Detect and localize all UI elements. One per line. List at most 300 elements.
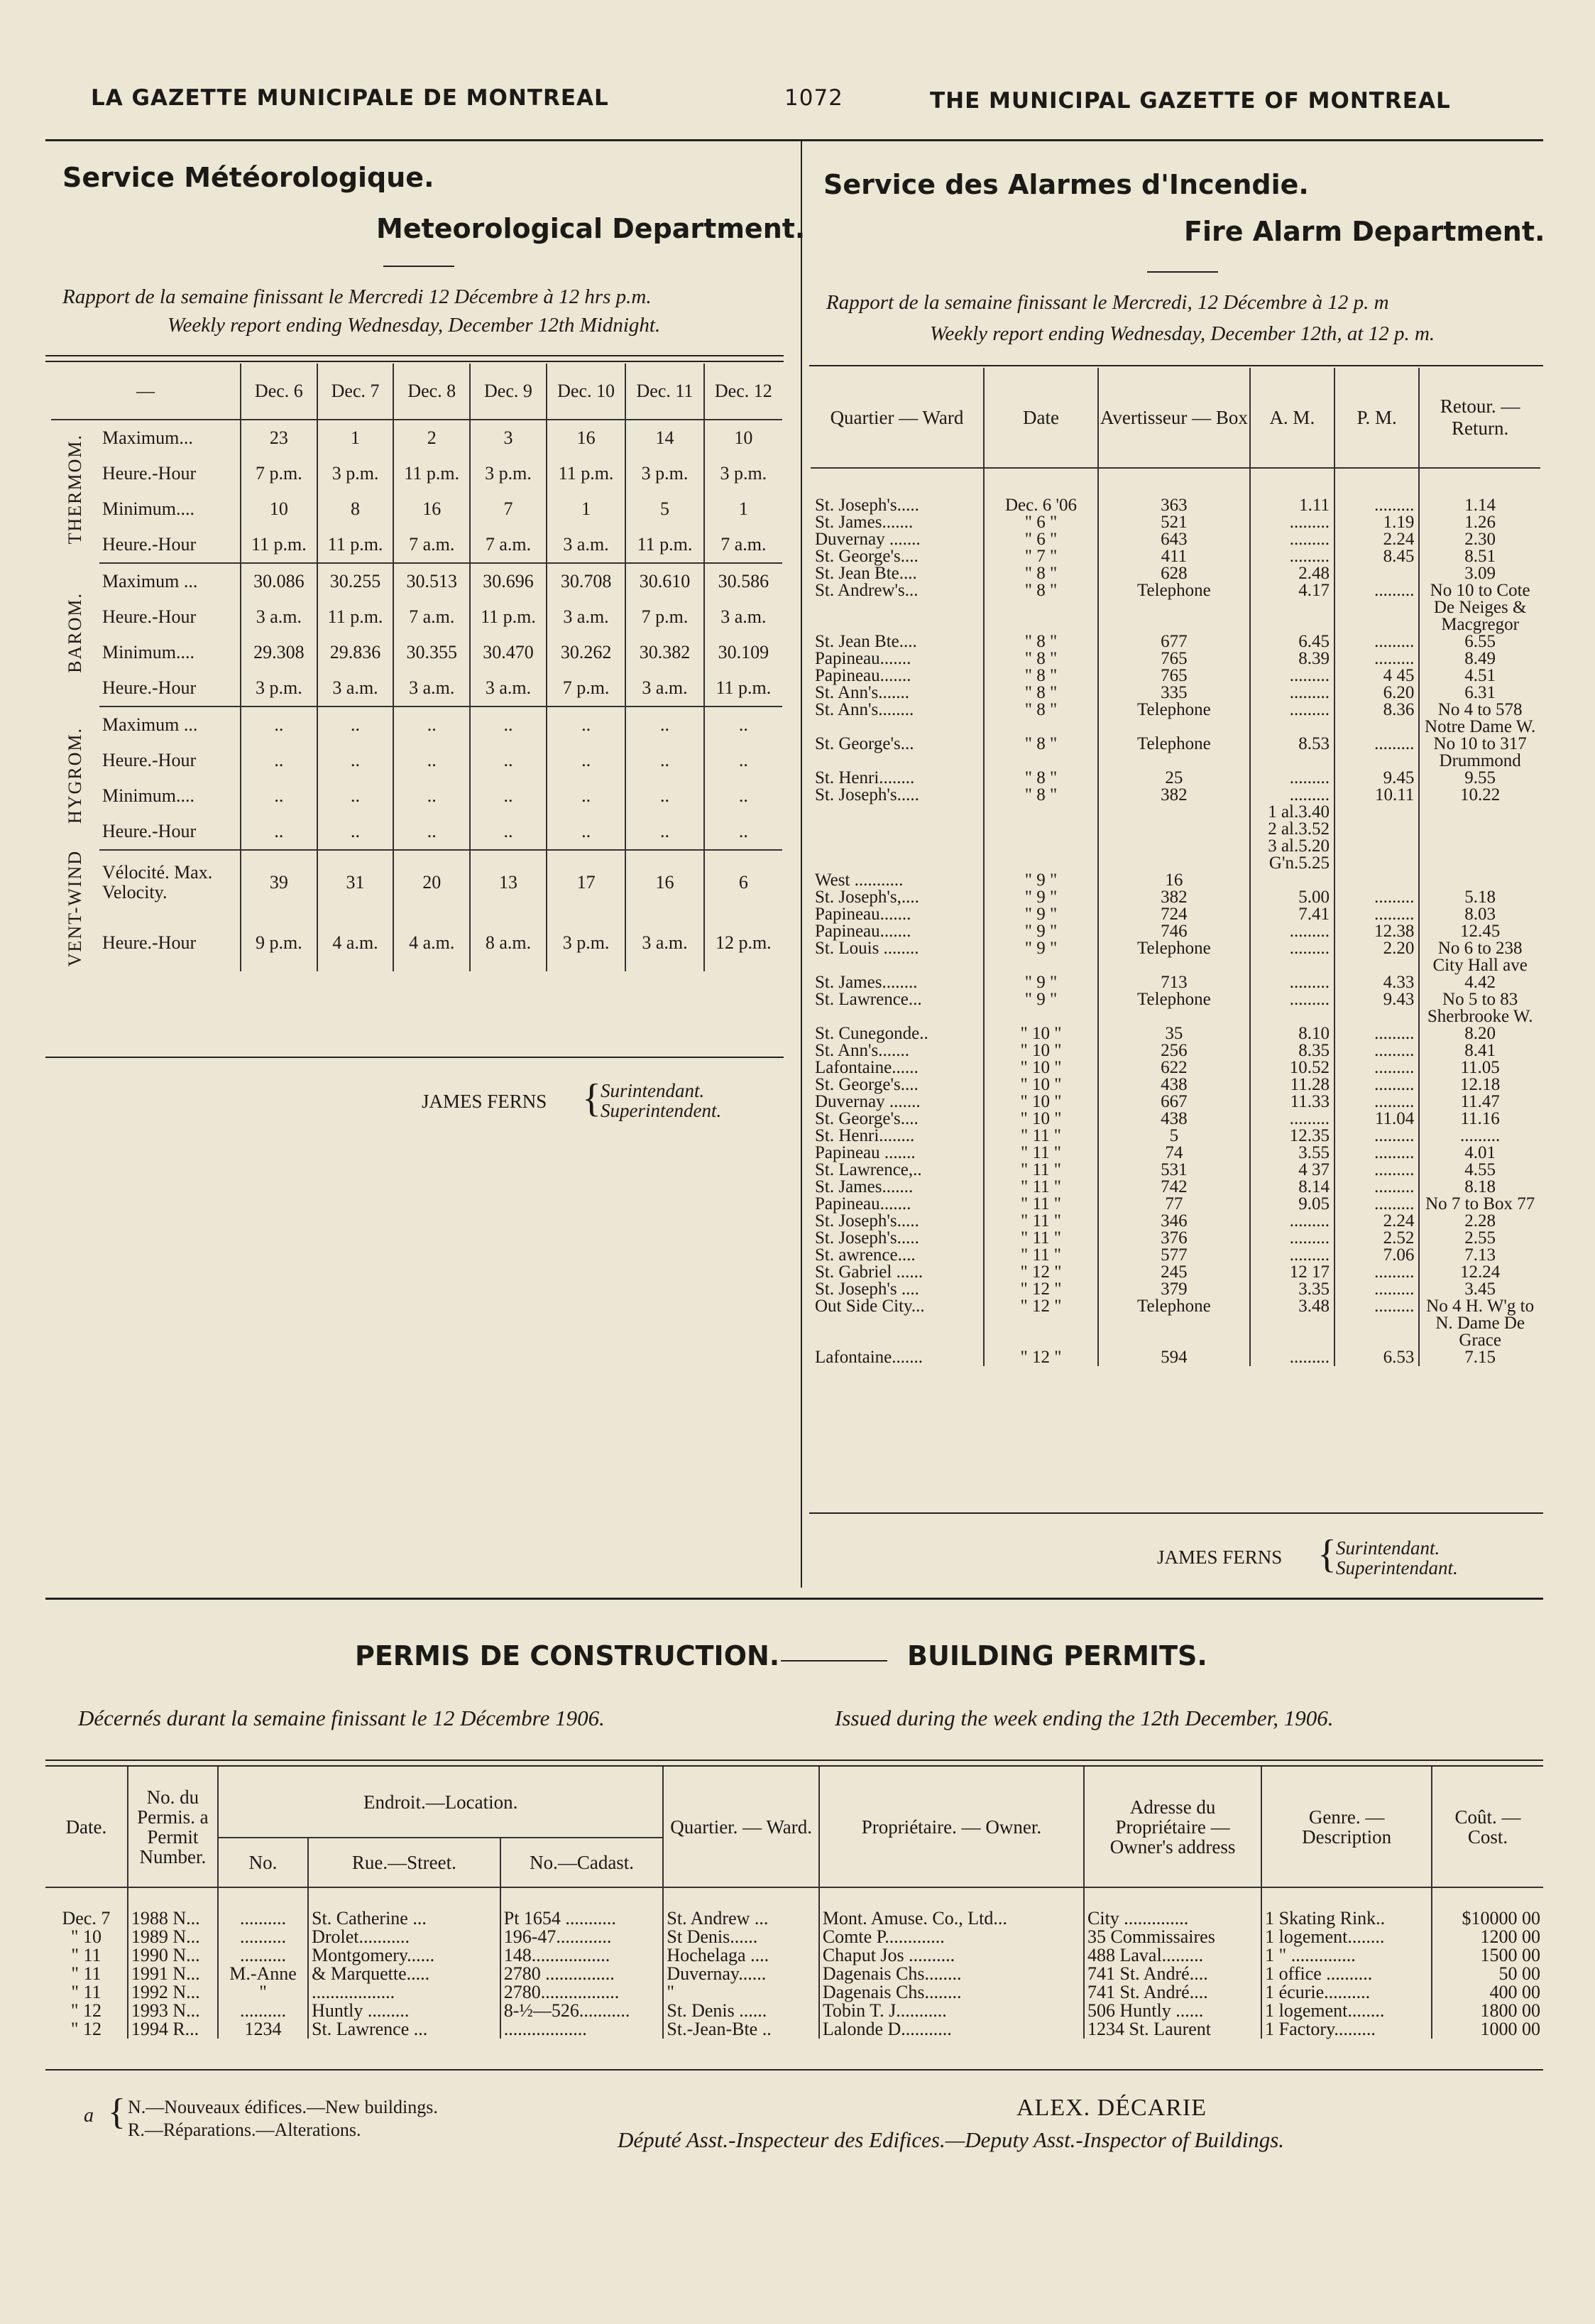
- fire-cell: Telephone: [1098, 582, 1250, 633]
- met-cell: 11 p.m.: [625, 527, 703, 563]
- permit-cell: Dec. 7: [62, 1908, 111, 1929]
- met-cell: ..: [317, 743, 394, 778]
- fire-row: [811, 770, 1540, 787]
- fire-cell: No 7 to Box 77: [1419, 1196, 1540, 1213]
- met-cell: ..: [625, 778, 703, 814]
- fire-cell: Telephone: [1098, 736, 1250, 770]
- fire-cell: .........: [1334, 633, 1419, 650]
- fire-cell: 11.28: [1250, 1076, 1334, 1093]
- permit-cell: Hochelaga ....: [663, 1946, 818, 1965]
- permit-cell: " 12: [70, 2019, 102, 2039]
- met-cell: ..: [470, 778, 547, 814]
- fire-signature-titles: [1336, 1538, 1458, 1578]
- met-cell: 1: [547, 491, 626, 527]
- fire-cell: 10.11: [1334, 787, 1419, 804]
- fire-cell: 11.05: [1419, 1059, 1540, 1076]
- met-cell: 3 p.m.: [625, 456, 703, 491]
- met-row-label: Heure.-Hour: [102, 750, 197, 770]
- fire-cell: " 12 ": [984, 1264, 1098, 1281]
- fire-cell: St. George's....: [815, 1109, 919, 1128]
- fire-cell: .........: [1250, 1230, 1334, 1247]
- fire-cell: 7.06: [1334, 1247, 1419, 1264]
- fire-cell: " 11 ": [984, 1162, 1098, 1179]
- met-cell: 9 p.m.: [241, 915, 317, 971]
- fire-table: [811, 368, 1540, 1366]
- permit-cell: 1 Factory.........: [1261, 2020, 1432, 2039]
- fire-cell: " 6 ": [984, 514, 1098, 531]
- permit-cell: 1988 N...: [128, 1887, 218, 1928]
- fire-cell: St. George's....: [815, 1075, 919, 1094]
- met-day-header: Dec. 12: [704, 364, 782, 420]
- permit-cell: 1993 N...: [128, 2002, 218, 2020]
- met-bottom-rule: [45, 1057, 784, 1058]
- met-cell: 8: [317, 491, 394, 527]
- fire-row: [811, 1298, 1540, 1349]
- met-cell: 3: [470, 420, 547, 456]
- fire-cell: St. Henri........: [815, 768, 915, 787]
- fire-cell: 4.33: [1334, 974, 1419, 991]
- permits-col-street: Rue.—Street.: [308, 1838, 500, 1887]
- permits-col-date: Date.: [45, 1767, 128, 1887]
- met-cell: ..: [625, 814, 703, 850]
- fire-cell: 1 al.3.40 2 al.3.52 3 al.5.20 G'n.5.25: [1250, 804, 1334, 872]
- met-cell: 3 a.m.: [625, 670, 703, 707]
- fire-cell: [1250, 872, 1334, 889]
- fire-row: [811, 667, 1540, 684]
- fire-cell: 11.33: [1250, 1093, 1334, 1111]
- fire-row: [811, 889, 1540, 906]
- fire-col-box: Avertisseur — Box: [1098, 368, 1250, 468]
- fire-cell: 411: [1098, 548, 1250, 565]
- fire-cell: No 5 to 83 Sherbrooke W.: [1419, 991, 1540, 1025]
- met-cell: 11 p.m.: [317, 599, 394, 635]
- met-row-label: Heure.-Hour: [99, 670, 241, 707]
- permit-cell: ": [218, 1983, 308, 2002]
- fire-cell: " 8 ": [984, 582, 1098, 633]
- permit-cell: 488 Laval.........: [1084, 1946, 1261, 1965]
- fire-cell: .........: [1250, 923, 1334, 940]
- page-number: 1072: [784, 85, 843, 111]
- met-cell: 3 a.m.: [393, 670, 470, 707]
- met-cell: 3 p.m.: [317, 456, 394, 491]
- fire-cell: Dec. 6 '06: [984, 468, 1098, 514]
- fire-cell: 8.39: [1250, 650, 1334, 667]
- permit-cell: 2780.................: [500, 1983, 664, 2002]
- met-row: [51, 743, 782, 778]
- permits-bottom-rule: [45, 2069, 1543, 2071]
- met-day-header: Dec. 10: [547, 364, 626, 420]
- fire-cell: 8.10: [1250, 1025, 1334, 1042]
- fire-cell: [811, 804, 984, 872]
- fire-cell: " 8 ": [984, 787, 1098, 804]
- fire-cell: [984, 804, 1098, 872]
- fire-short-rule: [1147, 271, 1218, 273]
- met-short-rule: [383, 266, 454, 267]
- met-row: [51, 527, 782, 563]
- met-day-header: Dec. 6: [241, 364, 317, 420]
- fire-row: [811, 804, 1540, 872]
- permit-cell: 196-47............: [500, 1928, 664, 1946]
- met-cell: 7 p.m.: [625, 599, 703, 635]
- fire-cell: St. Ann's........: [815, 700, 914, 719]
- fire-row: [811, 633, 1540, 650]
- met-row-label: Heure.-Hour: [99, 814, 241, 850]
- fire-cell: .........: [1334, 1076, 1419, 1093]
- met-cell: ..: [547, 814, 626, 850]
- met-signature-title-fr: Surintendant.: [601, 1080, 705, 1101]
- fire-cell: .........: [1334, 1298, 1419, 1349]
- fire-cell: 11.04: [1334, 1111, 1419, 1128]
- met-group-label: [51, 420, 99, 563]
- met-cell: 11 p.m.: [704, 670, 782, 707]
- met-cell: 3 a.m.: [704, 599, 782, 635]
- met-cell: 16: [625, 850, 703, 915]
- met-row-label: Heure.-Hour: [102, 932, 197, 954]
- fire-cell: " 8 ": [984, 667, 1098, 684]
- fire-table-rule: [809, 365, 1543, 366]
- fire-cell: 3.55: [1250, 1145, 1334, 1162]
- permit-cell: 1200 00: [1432, 1928, 1543, 1946]
- permits-signature-name: ALEX. DÉCARIE: [1016, 2095, 1207, 2121]
- header-right: THE MUNICIPAL GAZETTE OF MONTREAL: [930, 88, 1451, 114]
- fire-cell: " 11 ": [984, 1213, 1098, 1230]
- fire-cell: St. Andrew's...: [815, 581, 919, 600]
- fire-cell: .........: [1334, 1196, 1419, 1213]
- fire-cell: 6.20: [1334, 684, 1419, 702]
- permit-cell: St. Denis ......: [663, 2002, 818, 2020]
- met-cell: 30.586: [704, 563, 782, 599]
- permit-cell: ..........: [218, 1887, 308, 1928]
- fire-cell: " 9 ": [984, 906, 1098, 923]
- permits-title-en: BUILDING PERMITS.: [907, 1640, 1207, 1671]
- fire-cell: 9.45: [1334, 770, 1419, 787]
- fire-signature-brace: {: [1317, 1532, 1337, 1576]
- fire-cell: [1098, 804, 1250, 872]
- fire-cell: St. Joseph's ....: [815, 1280, 919, 1299]
- permit-row: [45, 1965, 1543, 1983]
- fire-cell: .........: [1334, 1128, 1419, 1145]
- met-cell: 11 p.m.: [470, 599, 547, 635]
- fire-cell: " 9 ": [984, 923, 1098, 940]
- permits-table: [45, 1767, 1543, 2039]
- met-cell: 16: [393, 491, 470, 527]
- fire-cell: 5: [1098, 1128, 1250, 1145]
- permit-cell: 1 écurie..........: [1261, 1983, 1432, 2002]
- met-day-header: Dec. 8: [393, 364, 470, 420]
- fire-cell: " 9 ": [984, 974, 1098, 991]
- permits-subtitle-en: Issued during the week ending the 12th December, 1906.: [835, 1706, 1334, 1730]
- fire-row: [811, 684, 1540, 702]
- permit-cell: " 11: [71, 1945, 102, 1965]
- met-cell: 30.382: [625, 635, 703, 670]
- permit-cell: 1800 00: [1432, 2002, 1543, 2020]
- met-cell: ..: [547, 778, 626, 814]
- fire-cell: " 11 ": [984, 1128, 1098, 1145]
- fire-cell: .........: [1334, 1093, 1419, 1111]
- fire-cell: 245: [1098, 1264, 1250, 1281]
- fire-cell: Lafontaine......: [815, 1058, 919, 1077]
- met-row: [51, 635, 782, 670]
- met-cell: 13: [470, 850, 547, 915]
- met-cell: 17: [547, 850, 626, 915]
- fire-row: [811, 582, 1540, 633]
- fire-cell: 2.24: [1334, 1213, 1419, 1230]
- fire-cell: St. Lawrence...: [815, 990, 922, 1009]
- fire-col-am: A. M.: [1250, 368, 1334, 468]
- fire-cell: 8.14: [1250, 1179, 1334, 1196]
- fire-cell: 6.45: [1250, 633, 1334, 650]
- fire-row: [811, 650, 1540, 667]
- fire-row: [811, 1196, 1540, 1213]
- permit-cell: " 12: [70, 2000, 102, 2021]
- met-cell: ..: [241, 707, 317, 743]
- met-cell: 10: [704, 420, 782, 456]
- fire-cell: " 10 ": [984, 1025, 1098, 1042]
- met-cell: 11 p.m.: [547, 456, 626, 491]
- fire-cell: 438: [1098, 1076, 1250, 1093]
- met-group-name: THERMOM.: [65, 434, 85, 545]
- fire-cell: .........: [1250, 684, 1334, 702]
- permit-cell: $10000 00: [1432, 1887, 1543, 1928]
- permit-cell: 35 Commissaires: [1084, 1928, 1261, 1946]
- fire-cell: .........: [1334, 1042, 1419, 1059]
- fire-cell: Telephone: [1098, 991, 1250, 1025]
- fire-cell: St. James........: [815, 973, 918, 992]
- fire-cell: " 12 ": [984, 1298, 1098, 1349]
- fire-cell: 4 45: [1334, 667, 1419, 684]
- permits-col-permit: No. du Permis. a Permit Number.: [128, 1767, 218, 1887]
- permits-col-cadast: No.—Cadast.: [500, 1838, 664, 1887]
- met-cell: ..: [704, 814, 782, 850]
- fire-cell: 594: [1098, 1349, 1250, 1366]
- fire-row: [811, 1264, 1540, 1281]
- fire-cell: .........: [1419, 1128, 1540, 1145]
- footnote: [128, 2096, 438, 2142]
- fire-cell: " 10 ": [984, 1042, 1098, 1059]
- fire-cell: .........: [1250, 548, 1334, 565]
- met-cell: 3 a.m.: [625, 915, 703, 971]
- fire-cell: 765: [1098, 650, 1250, 667]
- permit-row: [45, 1946, 1543, 1965]
- fire-row: [811, 565, 1540, 582]
- fire-cell: 12.38: [1334, 923, 1419, 940]
- permit-cell: St. Andrew ...: [663, 1887, 818, 1928]
- fire-cell: 346: [1098, 1213, 1250, 1230]
- permit-cell: ..........: [218, 1946, 308, 1965]
- fire-row: [811, 872, 1540, 889]
- permit-row: [45, 2002, 1543, 2020]
- permits-col-genre: Genre. — Description: [1261, 1767, 1432, 1887]
- permit-cell: 2780 ...............: [500, 1965, 664, 1983]
- permit-cell: ..................: [500, 2020, 664, 2039]
- fire-cell: 7.41: [1250, 906, 1334, 923]
- permits-subtitle-fr: Décernés durant la semaine finissant le 12 Décembre 1906.: [78, 1706, 605, 1730]
- fire-cell: " 11 ": [984, 1179, 1098, 1196]
- fire-cell: 2.30: [1419, 531, 1540, 548]
- fire-cell: 2.48: [1250, 565, 1334, 582]
- met-cell: 3 p.m.: [241, 670, 317, 707]
- met-cell: 5: [625, 491, 703, 527]
- fire-cell: .........: [1250, 1247, 1334, 1264]
- fire-row: [811, 1179, 1540, 1196]
- met-cell: 39: [241, 850, 317, 915]
- fire-cell: 4 37: [1250, 1162, 1334, 1179]
- fire-cell: " 6 ": [984, 531, 1098, 548]
- met-cell: 30.696: [470, 563, 547, 599]
- fire-cell: 382: [1098, 787, 1250, 804]
- fire-row: [811, 1059, 1540, 1076]
- fire-cell: 438: [1098, 1111, 1250, 1128]
- fire-row: [811, 1025, 1540, 1042]
- met-row: [51, 670, 782, 707]
- met-day-header: Dec. 9: [470, 364, 547, 420]
- fire-cell: 746: [1098, 923, 1250, 940]
- fire-cell: 25: [1098, 770, 1250, 787]
- fire-cell: St. Jean Bte....: [815, 564, 917, 583]
- met-cell: 1: [704, 491, 782, 527]
- met-cell: 30.255: [317, 563, 394, 599]
- met-group-label: [51, 707, 99, 850]
- fire-cell: " 9 ": [984, 940, 1098, 974]
- permit-cell: Comte P.............: [819, 1928, 1084, 1946]
- permit-cell: Lalonde D...........: [819, 2020, 1084, 2039]
- fire-cell: Out Side City...: [815, 1297, 925, 1316]
- fire-cell: St. Cunegonde..: [815, 1024, 928, 1043]
- fire-cell: .........: [1250, 991, 1334, 1025]
- fire-cell: 742: [1098, 1179, 1250, 1196]
- fire-cell: 8.20: [1419, 1025, 1540, 1042]
- met-row-label: Minimum....: [102, 642, 195, 662]
- fire-cell: 363: [1098, 468, 1250, 514]
- permit-cell: Huntly .........: [308, 2002, 500, 2020]
- met-cell: 4 a.m.: [317, 915, 394, 971]
- met-signature: [422, 1091, 547, 1113]
- fire-cell: Papineau.......: [815, 922, 911, 941]
- met-cell: ..: [470, 814, 547, 850]
- permit-row: [45, 1983, 1543, 2002]
- met-row: [51, 915, 782, 971]
- permits-col-cost: Coût. — Cost.: [1432, 1767, 1543, 1887]
- met-cell: 7 p.m.: [547, 670, 626, 707]
- met-cell: 3 p.m.: [547, 915, 626, 971]
- permit-cell: " 11: [71, 1982, 102, 2002]
- fire-cell: St. Ann's.......: [815, 683, 910, 702]
- fire-cell: St. James.......: [815, 1177, 914, 1196]
- fire-signature: [1157, 1546, 1282, 1569]
- fire-cell: " 10 ": [984, 1076, 1098, 1093]
- fire-cell: .........: [1334, 1145, 1419, 1162]
- met-signature-titles: [601, 1081, 721, 1120]
- fire-cell: Duvernay .......: [815, 1092, 921, 1111]
- fire-cell: No 10 to Cote De Neiges & Macgregor: [1419, 582, 1540, 633]
- met-cell: ..: [470, 707, 547, 743]
- fire-cell: .........: [1334, 1025, 1419, 1042]
- permit-cell: & Marquette.....: [308, 1965, 500, 1983]
- fire-cell: St. Gabriel ......: [815, 1262, 923, 1282]
- fire-cell: .........: [1334, 736, 1419, 770]
- fire-cell: Telephone: [1098, 1298, 1250, 1349]
- permits-col-address: Adresse du Propriétaire — Owner's address: [1084, 1767, 1261, 1887]
- fire-cell: .........: [1250, 787, 1334, 804]
- fire-row: [811, 702, 1540, 736]
- fire-row: [811, 548, 1540, 565]
- met-cell: 30.262: [547, 635, 626, 670]
- permit-cell: Montgomery......: [308, 1946, 500, 1965]
- met-cell: ..: [470, 743, 547, 778]
- met-row: [51, 491, 782, 527]
- fire-cell: St. Ann's.......: [815, 1041, 910, 1060]
- fire-cell: 4.42: [1419, 974, 1540, 991]
- met-cell: ..: [241, 814, 317, 850]
- fire-row: [811, 923, 1540, 940]
- fire-cell: 2.52: [1334, 1230, 1419, 1247]
- fire-cell: 8.51: [1419, 548, 1540, 565]
- permit-cell: City ..............: [1084, 1887, 1261, 1928]
- header-rule: [45, 139, 1543, 141]
- fire-cell: 3.35: [1250, 1281, 1334, 1298]
- fire-cell: 6.53: [1334, 1349, 1419, 1366]
- permit-cell: 400 00: [1432, 1983, 1543, 2002]
- permit-cell: 741 St. André....: [1084, 1965, 1261, 1983]
- met-row: [51, 778, 782, 814]
- footnote-line-new: N.—Nouveaux édifices.—New buildings.: [128, 2097, 438, 2117]
- met-cell: 11 p.m.: [393, 456, 470, 491]
- met-cell: 30.470: [470, 635, 547, 670]
- met-group-name: VENT-WIND: [65, 850, 85, 967]
- fire-cell: 74: [1098, 1145, 1250, 1162]
- met-cell: 30.109: [704, 635, 782, 670]
- fire-cell: No 10 to 317 Drummond: [1419, 736, 1540, 770]
- permit-cell: St Denis......: [663, 1928, 818, 1946]
- permits-col-ward: Quartier. — Ward.: [663, 1767, 818, 1887]
- fire-cell: 9.43: [1334, 991, 1419, 1025]
- met-cell: 8 a.m.: [470, 915, 547, 971]
- met-cell: 3 a.m.: [317, 670, 394, 707]
- met-row-label: Heure.-Hour: [99, 527, 241, 563]
- met-row-label: Minimum....: [102, 498, 195, 519]
- fire-cell: .........: [1334, 1281, 1419, 1298]
- fire-row: [811, 468, 1540, 514]
- fire-cell: 6.31: [1419, 684, 1540, 702]
- met-cell: 7 a.m.: [393, 599, 470, 635]
- fire-row: [811, 991, 1540, 1025]
- fire-cell: 521: [1098, 514, 1250, 531]
- fire-cell: 2.28: [1419, 1213, 1540, 1230]
- met-cell: ..: [241, 778, 317, 814]
- fire-row: [811, 1230, 1540, 1247]
- fire-row: [811, 1145, 1540, 1162]
- fire-row: [811, 1162, 1540, 1179]
- fire-cell: St. Joseph's.....: [815, 785, 919, 804]
- fire-cell: 1.11: [1250, 468, 1334, 514]
- permit-cell: 1234: [218, 2020, 308, 2039]
- footnote-marker: a: [84, 2105, 94, 2127]
- permit-cell: St. Catherine ...: [308, 1887, 500, 1928]
- fire-report-fr: Rapport de la semaine finissant le Mercredi, 12 Décembre à 12 p. m: [826, 291, 1389, 314]
- fire-row: [811, 1076, 1540, 1093]
- met-cell: 30.513: [393, 563, 470, 599]
- fire-row: [811, 1111, 1540, 1128]
- met-cell: 30.708: [547, 563, 626, 599]
- permit-cell: 1234 St. Laurent: [1084, 2020, 1261, 2039]
- met-cell: ..: [317, 707, 394, 743]
- fire-cell: Telephone: [1098, 940, 1250, 974]
- fire-cell: No 4 H. W'g to N. Dame De Grace: [1419, 1298, 1540, 1349]
- met-row-label: Maximum ...: [102, 714, 198, 735]
- permit-cell: 1 " ..............: [1261, 1946, 1432, 1965]
- fire-cell: 622: [1098, 1059, 1250, 1076]
- fire-cell: Duvernay .......: [815, 530, 921, 549]
